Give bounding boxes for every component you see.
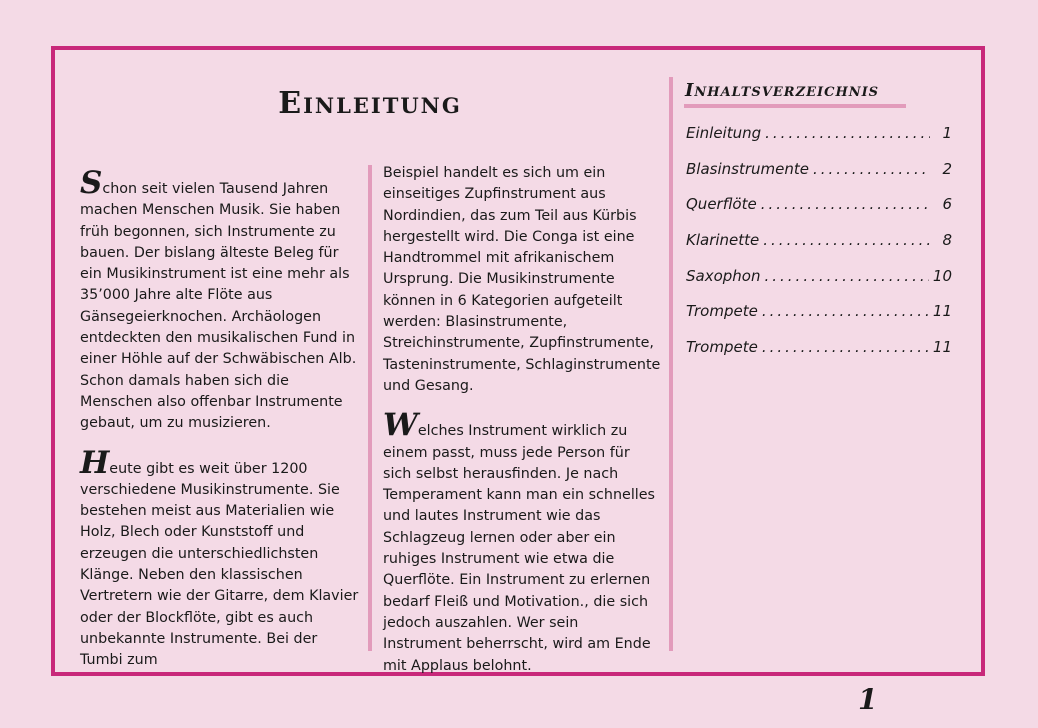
- toc-item-page: 11: [932, 338, 952, 357]
- toc-item-label: Querflöte: [686, 195, 757, 214]
- text-column-1: [80, 165, 362, 693]
- toc-leader: [763, 229, 930, 251]
- toc-item[interactable]: [686, 300, 952, 336]
- toc-item-label: Einleitung: [686, 124, 762, 142]
- toc-item-label: Klarinette: [686, 231, 760, 250]
- toc-leader: [813, 158, 930, 180]
- page-number: 1: [858, 683, 878, 716]
- toc-title-underline: [684, 104, 906, 108]
- toc-item-label: Trompete: [686, 302, 758, 321]
- toc-item-page: 6: [942, 195, 952, 214]
- paragraph: [383, 163, 661, 397]
- toc-item-page: 8: [942, 231, 952, 250]
- paragraph-text: chon seit vielen Tausend Jahren machen Menschen Musik. Sie haben früh begonnen, sich Instrumente zu bauen. Der bislang älteste Beleg für ein Musikinstrument ist eine mehr als 35’000 Jahre alte Flöte aus Gänsegeierknochen. Archäologen entdeckten den musikalischen Fund in einer Höhle auf der Schwäbischen Alb. Schon damals haben sich die Menschen also offenbar Instrumente gebaut, um zu musizieren.: [80, 181, 357, 432]
- toc-item-label: Blasinstrumente: [686, 159, 809, 178]
- toc-item[interactable]: [686, 122, 952, 158]
- table-of-contents: [686, 122, 952, 372]
- toc-item-page: 10: [932, 266, 952, 285]
- text-column-2: [383, 163, 661, 698]
- dropcap: W: [383, 407, 418, 444]
- column-divider: [368, 165, 372, 651]
- dropcap: H: [80, 444, 110, 481]
- toc-item-page: 2: [942, 159, 952, 178]
- toc-item-page: 1: [942, 124, 952, 142]
- toc-leader: [762, 336, 929, 358]
- paragraph-text: Beispiel handelt es sich um ein einseitiges Zupfinstrument aus Nordindien, das zum Teil aus Kürbis hergestellt wird. Die Conga ist eine Handtrommel mit afrikanischem Ursprung. Die Musikinstrumente können in 6 Kategorien aufgeteilt werden: Blasinstrumente, Streichinstrumente, Zupfinstrumente, Tasteninstrumente, Schlaginstrumente und Gesang.: [383, 165, 661, 394]
- toc-leader: [764, 265, 928, 287]
- paragraph-text: eute gibt es weit über 1200 verschiedene Musikinstrumente. Sie bestehen meist aus Materialien wie Holz, Blech oder Kunststoff und erzeugen die unterschiedlichsten Klänge. Neben den klassischen Vertretern wie der Gitarre, dem Klavier oder der Blockflöte, gibt es auch unbekannte Instrumente. Bei der Tumbi zum: [80, 460, 359, 669]
- paragraph: [80, 165, 362, 435]
- toc-leader: [765, 122, 930, 144]
- paragraph: [383, 407, 661, 677]
- toc-item[interactable]: [686, 193, 952, 229]
- toc-item[interactable]: [686, 336, 952, 372]
- toc-divider: [669, 77, 673, 651]
- paragraph-text: elches Instrument wirklich zu einem passt, muss jede Person für sich selbst herausfinden. Je nach Temperament kann man ein schnelles und lautes Instrument wie das Schlagzeug lernen oder aber ein ruhiges Instrument wie etwa die Querflöte. Ein Instrument zu erlernen bedarf Fleiß und Motivation., die sich jedoch auszahlen. Wer sein Instrument beherrscht, wird am Ende mit Applaus belohnt.: [383, 423, 656, 674]
- toc-item-label: Trompete: [686, 338, 758, 357]
- paragraph: [80, 444, 362, 672]
- toc-item-label: Saxophon: [686, 266, 761, 285]
- toc-item[interactable]: [686, 158, 952, 194]
- toc-leader: [762, 300, 929, 322]
- toc-title: Inhaltsverzeichnis: [685, 80, 880, 101]
- toc-item[interactable]: [686, 229, 952, 265]
- page-title: Einleitung: [278, 86, 462, 121]
- dropcap: S: [80, 165, 103, 201]
- toc-item-page: 11: [932, 302, 952, 321]
- toc-leader: [761, 193, 930, 215]
- toc-item[interactable]: [686, 265, 952, 301]
